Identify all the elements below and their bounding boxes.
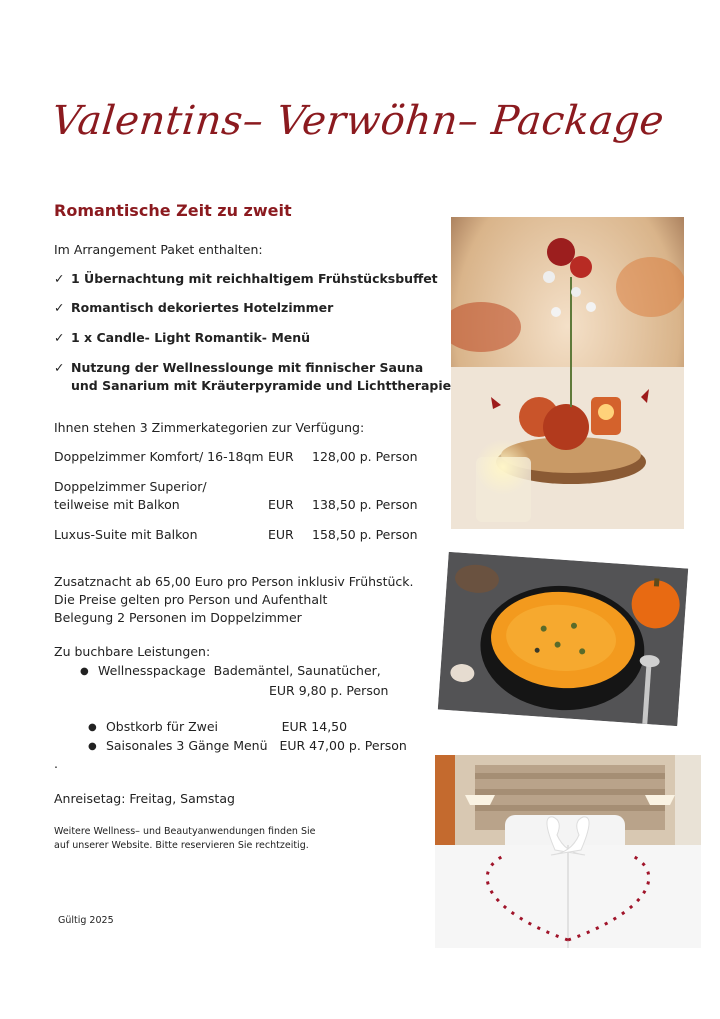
- extras-title: Zu buchbare Leistungen:: [54, 644, 211, 659]
- room-name: Doppelzimmer Superior/: [54, 479, 207, 494]
- inclusions-intro: Im Arrangement Paket enthalten:: [54, 242, 263, 257]
- check-icon: ✓: [54, 360, 65, 375]
- package-title: Valentins– Verwöhn– Package: [49, 98, 667, 144]
- room-price: 158,50 p. Person: [312, 527, 418, 542]
- note-line: Die Preise gelten pro Person und Aufenthalt: [54, 592, 328, 607]
- extra-item: ● Wellnesspackage Bademäntel, Saunatücher, EUR 9,80 p. Person: [80, 663, 389, 698]
- inclusion-item: ✓ 1 Übernachtung mit reichhaltigem Frühstücksbuffet: [54, 271, 438, 286]
- inclusion-item: ✓ 1 x Candle- Light Romantik- Menü: [54, 330, 311, 345]
- swan-towel-bed-photo: [435, 755, 701, 948]
- room-currency: EUR: [268, 497, 294, 512]
- room-name: Doppelzimmer Komfort/ 16-18qm: [54, 449, 264, 464]
- bullet-icon: ●: [87, 740, 97, 752]
- room-currency: EUR: [268, 527, 294, 542]
- notes-block: [54, 573, 413, 627]
- check-icon: ✓: [54, 271, 65, 286]
- note-line: Zusatznacht ab 65,00 Euro pro Person inklusiv Frühstück.: [54, 574, 414, 589]
- footer-note: Weitere Wellness– und Beautyanwendungen finden Sie auf unserer Website. Bitte reservieren Sie rechtzeitig.: [54, 826, 316, 851]
- validity-note: Gültig 2025: [58, 915, 114, 926]
- check-icon: ✓: [54, 300, 65, 315]
- room-price: 128,00 p. Person: [312, 449, 418, 464]
- room-row: [54, 478, 434, 514]
- room-name-line2: teilweise mit Balkon: [54, 497, 180, 512]
- room-price: 138,50 p. Person: [312, 497, 418, 512]
- room-row: [54, 526, 434, 544]
- check-icon: ✓: [54, 330, 65, 345]
- note-line: Belegung 2 Personen im Doppelzimmer: [54, 610, 302, 625]
- extra-item: ● Obstkorb für Zwei EUR 14,50: [80, 699, 347, 737]
- arrival-days: Anreisetag: Freitag, Samstag: [54, 791, 235, 806]
- rooms-intro: Ihnen stehen 3 Zimmerkategorien zur Verfügung:: [54, 420, 365, 435]
- inclusion-item: ✓ Romantisch dekoriertes Hotelzimmer: [54, 300, 334, 315]
- room-name: Luxus-Suite mit Balkon: [54, 527, 198, 542]
- separator-dot: .: [54, 756, 58, 771]
- bullet-icon: ●: [87, 721, 97, 733]
- section-subtitle: Romantische Zeit zu zweit: [54, 201, 292, 220]
- candlelight-table-photo: [451, 217, 684, 529]
- room-row: [54, 448, 434, 466]
- pumpkin-soup-photo: [438, 552, 688, 726]
- bullet-icon: ●: [80, 666, 89, 677]
- extra-item: ● Saisonales 3 Gänge Menü EUR 47,00 p. Person: [80, 718, 407, 756]
- inclusion-item: ✓ Nutzung der Wellnesslounge mit finnischer Sauna und Sanarium mit Kräuterpyramide und Lichttherapie: [54, 360, 452, 393]
- room-currency: EUR: [268, 449, 294, 464]
